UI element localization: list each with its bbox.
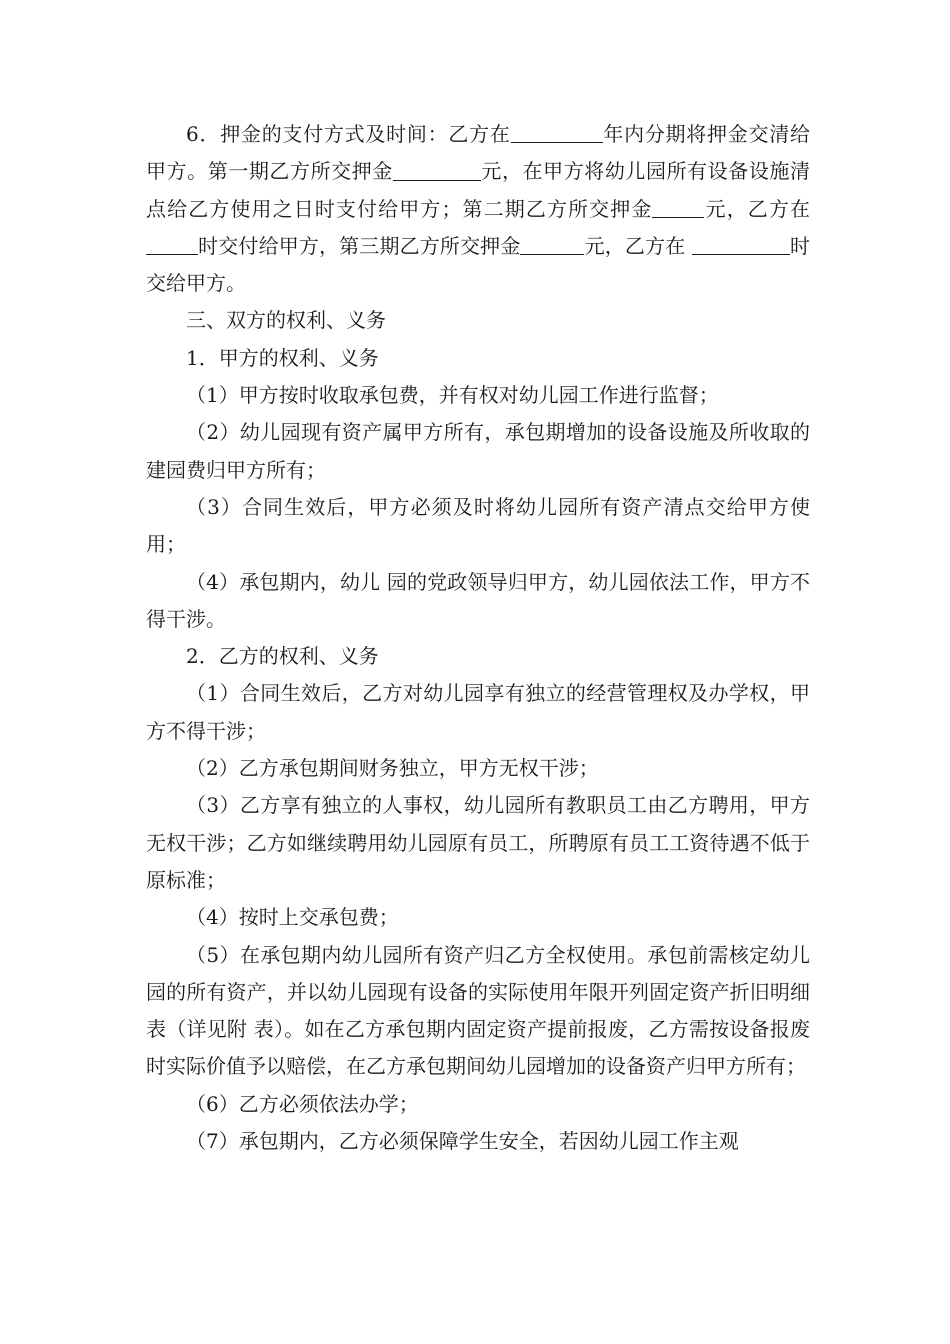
blank-second-deposit (652, 197, 704, 218)
text-segment: 元，乙方在 (584, 233, 692, 258)
party-b-item: （3）乙方享有独立的人事权，幼儿园所有教职员工由乙方聘用，甲方无权干涉；乙方如继续聘用幼儿园原有员工，所聘原有员工工资待遇不低于原标准； (146, 793, 810, 892)
text-segment: 元，乙方在 (704, 196, 811, 221)
text-segment: 元，在甲方将幼儿园所有设备设施清 点给乙方使用之日时支付给甲方；第二期乙方所交押金 (146, 159, 811, 221)
blank-years (511, 122, 603, 143)
text-segment: 时交给甲方。 (146, 233, 811, 296)
text-segment: 时交付给甲方，第三期乙方所交押金 (198, 233, 521, 258)
party-b-item: （2）乙方承包期间财务独立，甲方无权干涉； (186, 756, 599, 781)
blank-third-deposit (520, 234, 584, 255)
party-a-item: （3）合同生效后，甲方必须及时将幼儿园所有资产清点交给甲方使用； (146, 494, 810, 557)
party-b-item: （6）乙方必须依法办学； (186, 1091, 419, 1116)
party-b-item: （4）按时上交承包费； (186, 905, 399, 930)
document-body (146, 116, 810, 1160)
party-b-item: （1）合同生效后，乙方对幼儿园享有独立的经营管理权及办学权，甲方不得干涉； (146, 681, 810, 743)
party-a-item: （2）幼儿园现有资产属甲方所有，承包期增加的设备设施及所收取的建园费归甲方所有； (146, 420, 810, 482)
party-b-heading: 2．乙方的权利、义务 (186, 644, 379, 669)
text-segment: 年内分期将押金交清给甲方。第一期乙方所交押金 (146, 122, 811, 184)
deposit-payment-paragraph (146, 116, 810, 302)
blank-third-time (692, 234, 790, 255)
party-b-item: （5）在承包期内幼儿园所有资产归乙方全权使用。承包前需核定幼儿园的所有资产，并以幼儿园现有设备的实际使用年限开列固定资产折旧明细表（详见附 表）。如在乙方承包期内固定资产提前报废，乙方需按设备报废时实际价值予以赔偿，在乙方承包期间幼儿园增加的设备资产归甲方所有； (146, 942, 810, 1079)
text-segment: 6．押金的支付方式及时间：乙方在 (186, 122, 511, 146)
blank-second-time (146, 234, 198, 255)
party-a-heading: 1．甲方的权利、义务 (186, 345, 379, 370)
party-a-item: （4）承包期内，幼儿 园的党政领导归甲方，幼儿园依法工作，甲方不得干涉。 (146, 569, 810, 631)
party-a-item: （1）甲方按时收取承包费，并有权对幼儿园工作进行监督； (186, 383, 719, 408)
party-b-item: （7）承包期内，乙方必须保障学生安全，若因幼儿园工作主观 (186, 1129, 739, 1154)
blank-first-deposit (393, 160, 481, 181)
section-heading-rights: 三、双方的权利、义务 (186, 308, 386, 333)
